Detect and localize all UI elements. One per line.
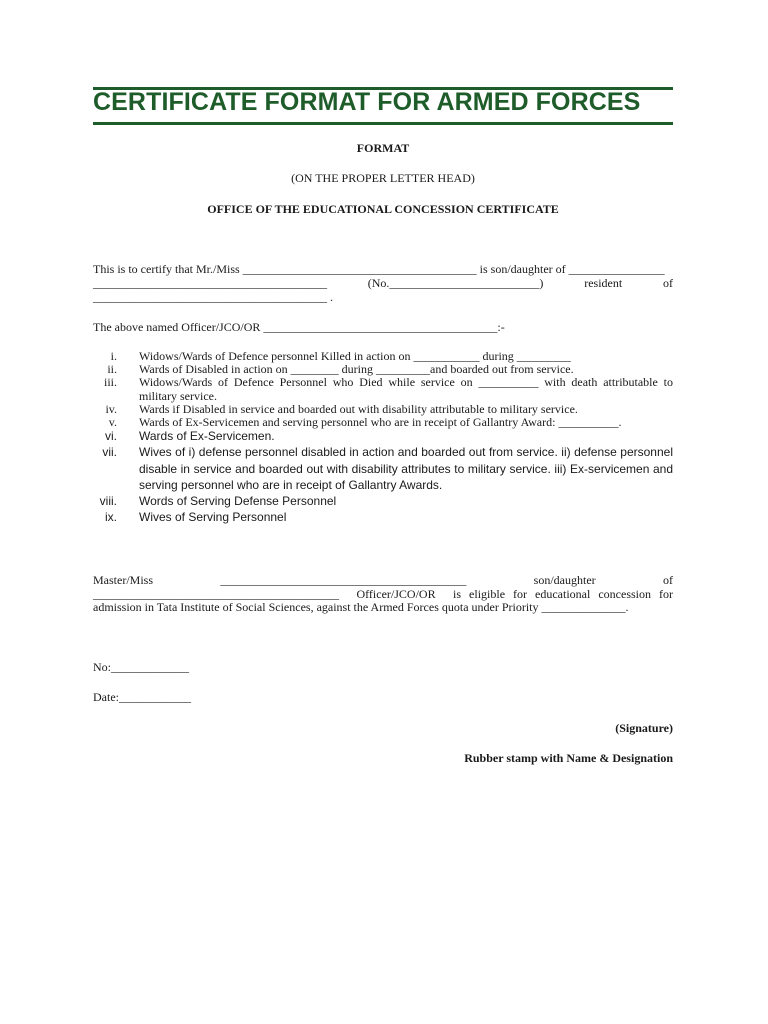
list-item [93, 428, 673, 445]
list-text: Wives of i) defense personnel disabled in action and boarded out from service. ii) defense personnel disable in service and boarded out with disability attributes to military service. iii) Ex-servicemen and serving personnel who are in receipt of Gallantry Awards. [139, 445, 673, 492]
title-bottom-rule [93, 122, 673, 125]
list-text: Widows/Wards of Defence Personnel who Died while service on __________ with death attributable to military service. [139, 375, 673, 403]
list-number: vii. [102, 445, 117, 459]
list-number: viii. [99, 494, 117, 508]
certify-line-1: This is to certify that Mr./Miss _______________________________________ is son/daughter of ________________ [93, 262, 665, 276]
eligibility-text: is eligible for educational concession for [453, 587, 673, 601]
list-number: v. [108, 415, 117, 429]
master-line-1 [93, 573, 673, 588]
list-number: iv. [105, 402, 117, 416]
list-number: ix. [105, 510, 117, 524]
officer-name-field: _________________________________________ [93, 587, 339, 601]
format-label: FORMAT [356, 141, 410, 155]
list-item [93, 376, 673, 404]
list-item [93, 444, 673, 494]
blank-field: _______________________________________ [93, 276, 327, 290]
certify-line-2 [93, 276, 673, 291]
office-heading: OFFICE OF THE EDUCATIONAL CONCESSION CERTIFICATE [207, 202, 559, 216]
list-number: vi. [105, 429, 117, 443]
rubber-stamp-label: Rubber stamp with Name & Designation [464, 751, 673, 765]
service-number-field: (No._________________________) [367, 276, 544, 290]
of-label: of [662, 573, 673, 587]
list-item [93, 509, 673, 526]
date-field: Date:____________ [93, 690, 191, 704]
certify-line-3: _______________________________________ . [93, 290, 333, 304]
name-field: _________________________________________ [220, 573, 467, 587]
list-text: Wives of Serving Personnel [139, 510, 287, 524]
son-daughter-label: son/daughter [533, 573, 596, 587]
list-text: Words of Serving Defense Personnel [139, 494, 337, 508]
master-line-3: admission in Tata Institute of Social Sciences, against the Armed Forces quota under Priority ______________. [93, 600, 629, 614]
list-text: Wards of Ex-Servicemen. [139, 429, 275, 443]
letterhead-note: (ON THE PROPER LETTER HEAD) [291, 171, 475, 185]
list-text: Widows/Wards of Defence personnel Killed in action on ___________ during _________ [139, 349, 571, 363]
resident-label: resident [584, 276, 623, 290]
page-title: CERTIFICATE FORMAT FOR ARMED FORCES [93, 88, 641, 116]
list-item [93, 493, 673, 510]
list-number: i. [110, 349, 117, 363]
signature-label: (Signature) [615, 721, 673, 735]
number-field: No:_____________ [93, 660, 189, 674]
list-text: Wards of Ex-Servicemen and serving personnel who are in receipt of Gallantry Award: __________. [139, 415, 622, 429]
above-named-line: The above named Officer/JCO/OR _______________________________________:- [93, 320, 505, 334]
list-text: Wards if Disabled in service and boarded out with disability attributable to military service. [139, 402, 578, 416]
of-label: of [662, 276, 673, 290]
officer-rank-label: Officer/JCO/OR [356, 587, 436, 601]
list-number: ii. [107, 362, 117, 376]
list-text: Wards of Disabled in action on ________ during _________and boarded out from service. [139, 362, 574, 376]
master-miss-label: Master/Miss [93, 573, 153, 587]
list-number: iii. [103, 375, 117, 389]
